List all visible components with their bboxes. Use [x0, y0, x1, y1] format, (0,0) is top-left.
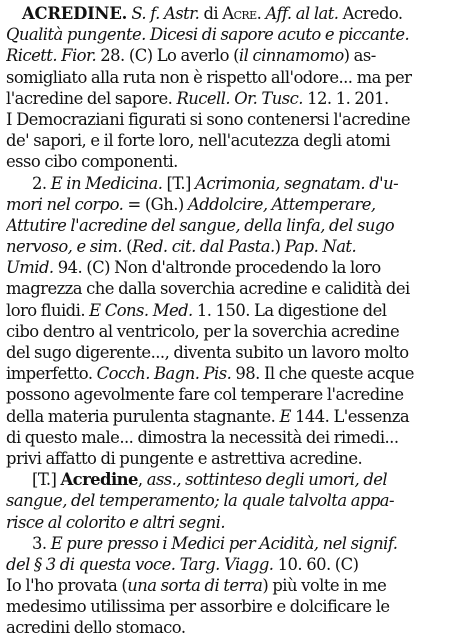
entry-text: ): [274, 237, 285, 257]
entry-text: 94. (C) Non d'altronde procedendo la loro: [53, 258, 381, 278]
entry-text: Addolcire, Attemperare,: [187, 194, 376, 214]
entry-text: ,: [137, 470, 147, 490]
entry-text: nervoso, e sim.: [6, 237, 122, 257]
entry-line: [6, 215, 468, 236]
entry-text: E pure presso i Medici per Acidità, nel signif.: [50, 533, 398, 553]
entry-text: 144. L'essenza: [290, 406, 410, 426]
entry-line: [6, 554, 468, 575]
entry-text: 10. 60. (C): [273, 554, 359, 574]
entry-line: [6, 236, 468, 257]
entry-text: Ricett. Fior.: [6, 46, 97, 66]
entry-text: cibo dentro al ventricolo, per la soverchia acredine: [6, 321, 400, 341]
entry-text: di questo male... dimostra la necessità dei rimedi...: [6, 427, 399, 447]
entry-text: privi affatto di pungente e astrettiva acredine.: [6, 448, 363, 468]
entry-text: 12. 1. 201.: [302, 88, 389, 108]
entry-text: il cinnamomo: [238, 46, 344, 66]
entry-line: [6, 469, 468, 490]
entry-text: del sugo digerente..., diventa subito un lavoro molto: [6, 343, 409, 362]
entry-text: magrezza che dalla soverchia acredine e calidità dei: [6, 279, 410, 299]
entry-line: [6, 406, 468, 427]
entry-text: ) as-: [343, 46, 376, 66]
entry-line: [6, 321, 468, 342]
entry-text: Acredine: [60, 470, 138, 490]
entry-text: della materia purulenta stagnante.: [6, 406, 280, 426]
entry-text: medesimo utilissima per assorbire e dolcificare le: [6, 597, 390, 617]
entry-text: sangue, del temperamento; la quale talvolta appa-: [6, 491, 395, 511]
entry-line: [6, 490, 468, 511]
entry-text: E: [279, 406, 291, 426]
entry-text: de' sapori, e il forte loro, nell'acutezza degli atomi: [6, 131, 391, 151]
entry-text: Acredo.: [338, 4, 403, 23]
entry-text: una sorta di terra: [127, 576, 263, 596]
entry-line: [6, 575, 468, 596]
entry-text: Attutire l'acredine del sangue, della linfa, del sugo: [6, 215, 395, 235]
entry-line: [6, 300, 468, 321]
entry-line: [6, 533, 468, 554]
entry-text: (: [122, 237, 133, 257]
entry-text: [T.]: [32, 470, 61, 490]
entry-text: .: [256, 4, 266, 23]
entry-line: [6, 342, 468, 363]
entry-text: = (Gh.): [123, 194, 188, 214]
entry-line: [6, 384, 468, 405]
entry-line: [6, 617, 468, 638]
entry-line: [6, 363, 468, 384]
entry-text: 2.: [32, 173, 51, 193]
entry-text: Pap. Nat.: [284, 237, 357, 257]
entry-line: [6, 67, 468, 88]
entry-text: Acre: [222, 4, 257, 23]
entry-line: [6, 512, 468, 533]
entry-text: acredini dello stomaco.: [6, 618, 186, 638]
entry-line: [6, 278, 468, 299]
entry-text: E in Medicina.: [50, 173, 163, 193]
entry-text: 28. (C) Lo averlo (: [96, 46, 239, 66]
entry-text: loro fluidi.: [6, 300, 90, 320]
entry-line: [6, 24, 468, 45]
entry-text: possono agevolmente fare col temperare l'acredine: [6, 385, 404, 405]
entry-text: al lat.: [295, 4, 339, 23]
entry-text: imperfetto.: [6, 364, 97, 384]
entry-text: Cocch. Bagn. Pis.: [96, 364, 232, 384]
entry-text: di: [199, 4, 223, 23]
entry-line: [6, 257, 468, 278]
entry-text: 3.: [32, 533, 51, 553]
entry-text: Io l'ho provata (: [6, 576, 128, 596]
entry-line: [6, 448, 468, 469]
headword: ACREDINE.: [22, 4, 128, 23]
entry-text: Qualità pungente. Dicesi di sapore acuto e piccante.: [6, 25, 410, 45]
entry-line: [6, 151, 468, 172]
entry-line: [6, 88, 468, 109]
entry-text: 1. 150. La digestione del: [192, 300, 387, 320]
entry-text: ) più volte in me: [262, 576, 387, 596]
entry-text: somigliato alla ruta non è rispetto all'odore... ma per: [6, 67, 412, 87]
entry-text: Aff.: [265, 4, 292, 23]
entry-text: S. f. Astr.: [131, 4, 200, 23]
entry-text: 98. Il che queste acque: [231, 364, 414, 384]
entry-text: del § 3 di questa voce.: [6, 554, 176, 574]
entry-text: l'acredine del sapore.: [6, 88, 177, 108]
entry-line: [6, 45, 468, 66]
entry-line: [6, 109, 468, 130]
entry-line: [6, 194, 468, 215]
entry-line: [6, 596, 468, 617]
entry-text: ass., sottinteso degli umori, del: [146, 470, 388, 490]
entry-text: Targ. Viagg.: [179, 554, 274, 574]
entry-text: E Cons. Med.: [89, 300, 193, 320]
entry-line: [6, 3, 468, 24]
entry-text: Acrimonia, segnatam. d'u-: [195, 173, 399, 193]
entry-line: [6, 173, 468, 194]
entry-text: I Democraziani figurati si sono contenersi l'acredine: [6, 109, 411, 129]
entry-text: mori nel corpo.: [6, 194, 124, 214]
entry-text: Red. cit. dal Pasta.: [132, 237, 275, 257]
entry-text: risce al colorito e altri segni.: [6, 512, 226, 532]
entry-line: [6, 130, 468, 151]
entry-text: Rucell. Or. Tusc.: [176, 88, 303, 108]
entry-text: [T.]: [162, 173, 196, 193]
entry-text: Umid.: [6, 258, 54, 278]
entry-text: esso cibo componenti.: [6, 152, 178, 172]
entry-line: [6, 427, 468, 448]
